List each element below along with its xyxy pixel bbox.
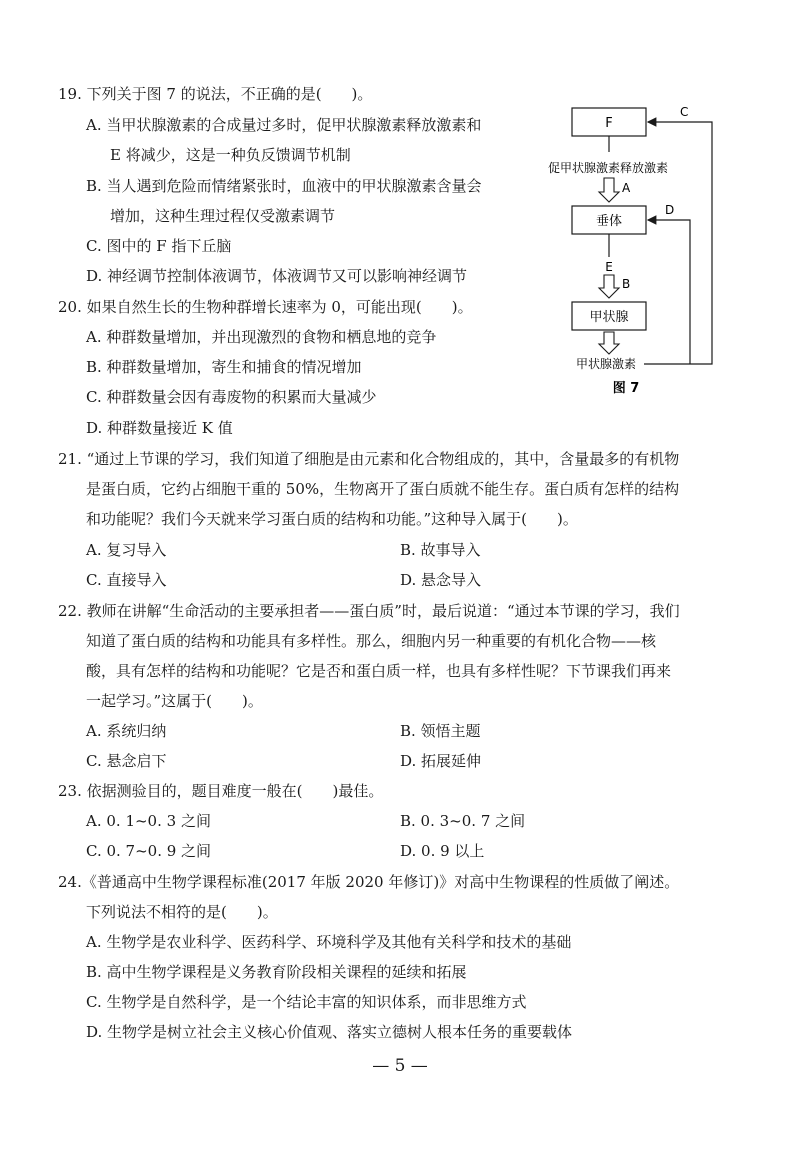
q21-stem-line3: 和功能呢？我们今天就来学习蛋白质的结构和功能。”这种导入属于( )。	[86, 510, 578, 528]
q22-option-d: D. 拓展延伸	[400, 752, 482, 770]
q20-option-d: D. 种群数量接近 K 值	[86, 419, 233, 437]
q22-stem-line2: 知道了蛋白质的结构和功能具有多样性。那么，细胞内另一种重要的有机化合物——核	[86, 632, 657, 650]
label-c: C	[680, 105, 689, 119]
q24-option-c: C. 生物学是自然科学，是一个结论丰富的知识体系，而非思维方式	[86, 993, 527, 1011]
q19-option-b-line1: B. 当人遇到危险而情绪紧张时，血液中的甲状腺激素含量会	[86, 177, 482, 195]
label-d: D	[665, 203, 675, 217]
q22-stem-line4: 一起学习。”这属于( )。	[86, 692, 263, 710]
q21-stem-line2: 是蛋白质，它约占细胞干重的 50%，生物离开了蛋白质就不能生存。蛋白质有怎样的结构	[86, 480, 680, 498]
q19-option-b-line2: 增加，这种生理过程仅受激素调节	[110, 207, 336, 225]
arrow-a-label: A	[622, 181, 631, 195]
q22-option-c: C. 悬念启下	[86, 752, 167, 770]
figure-caption: 图 7	[612, 381, 640, 396]
q20-option-b: B. 种群数量增加，寄生和捕食的情况增加	[86, 358, 362, 376]
q22-option-b: B. 领悟主题	[400, 722, 481, 740]
q19-option-c: C. 图中的 F 指下丘脑	[86, 237, 232, 255]
q23-option-a: A. 0. 1~0. 3 之间	[86, 812, 211, 830]
q23-stem: 23. 依据测验目的，题目难度一般在( )最佳。	[58, 782, 384, 800]
q23-option-c: C. 0. 7~0. 9 之间	[86, 842, 212, 860]
q20-option-a: A. 种群数量增加，并出现激烈的食物和栖息地的竞争	[86, 328, 437, 346]
q19-option-d: D. 神经调节控制体液调节，体液调节又可以影响神经调节	[86, 267, 468, 285]
q23-option-d: D. 0. 9 以上	[400, 842, 485, 860]
q21-option-a: A. 复习导入	[86, 541, 167, 559]
q24-option-d: D. 生物学是树立社会主义核心价值观、落实立德树人根本任务的重要载体	[86, 1023, 573, 1041]
box-f-label: F	[605, 116, 613, 131]
box-pituitary-label: 垂体	[595, 214, 623, 229]
q19-stem: 19. 下列关于图 7 的说法，不正确的是( )。	[58, 85, 373, 103]
arrow-b-label: B	[622, 277, 631, 291]
q20-stem: 20. 如果自然生长的生物种群增长速率为 0，可能出现( )。	[58, 298, 473, 316]
label-e: E	[605, 260, 613, 274]
th-label: 甲状腺激素	[575, 357, 637, 371]
q21-stem-line1: 21. “通过上节课的学习，我们知道了细胞是由元素和化合物组成的，其中，含量最多的有机物	[58, 450, 680, 468]
q21-option-b: B. 故事导入	[400, 541, 481, 559]
q24-option-b: B. 高中生物学课程是义务教育阶段相关课程的延续和拓展	[86, 963, 467, 981]
feedback-line-d	[648, 220, 690, 364]
arrow-to-th	[599, 332, 619, 354]
q20-option-c: C. 种群数量会因有毒废物的积累而大量减少	[86, 388, 377, 406]
box-thyroid-label: 甲状腺	[589, 310, 629, 325]
q22-stem-line1: 22. 教师在讲解“生命活动的主要承担者——蛋白质”时，最后说道：“通过本节课的学习，我们	[58, 602, 680, 620]
q23-option-b: B. 0. 3~0. 7 之间	[400, 812, 526, 830]
q19-option-a-line2: E 将减少，这是一种负反馈调节机制	[110, 146, 351, 164]
q21-option-d: D. 悬念导入	[400, 571, 482, 589]
q24-stem-line1: 24.《普通高中生物学课程标准(2017 年版 2020 年修订)》对高中生物课程的性质做了阐述。	[58, 873, 680, 891]
feedback-line-c	[644, 122, 712, 364]
q22-stem-line3: 酸，具有怎样的结构和功能呢？它是否和蛋白质一样，也具有多样性呢？下节课我们再来	[86, 662, 672, 680]
figure-7-diagram	[540, 100, 730, 400]
arrow-b	[599, 275, 619, 298]
arrow-a	[599, 178, 619, 202]
q22-option-a: A. 系统归纳	[86, 722, 167, 740]
trh-label: 促甲状腺激素释放激素	[547, 161, 669, 175]
q19-option-a-line1: A. 当甲状腺激素的合成量过多时，促甲状腺激素释放激素和	[86, 116, 482, 134]
q24-stem-line2: 下列说法不相符的是( )。	[86, 903, 278, 921]
page-number: — 5 —	[372, 1056, 428, 1076]
q24-option-a: A. 生物学是农业科学、医药科学、环境科学及其他有关科学和技术的基础	[86, 933, 572, 951]
q21-option-c: C. 直接导入	[86, 571, 167, 589]
